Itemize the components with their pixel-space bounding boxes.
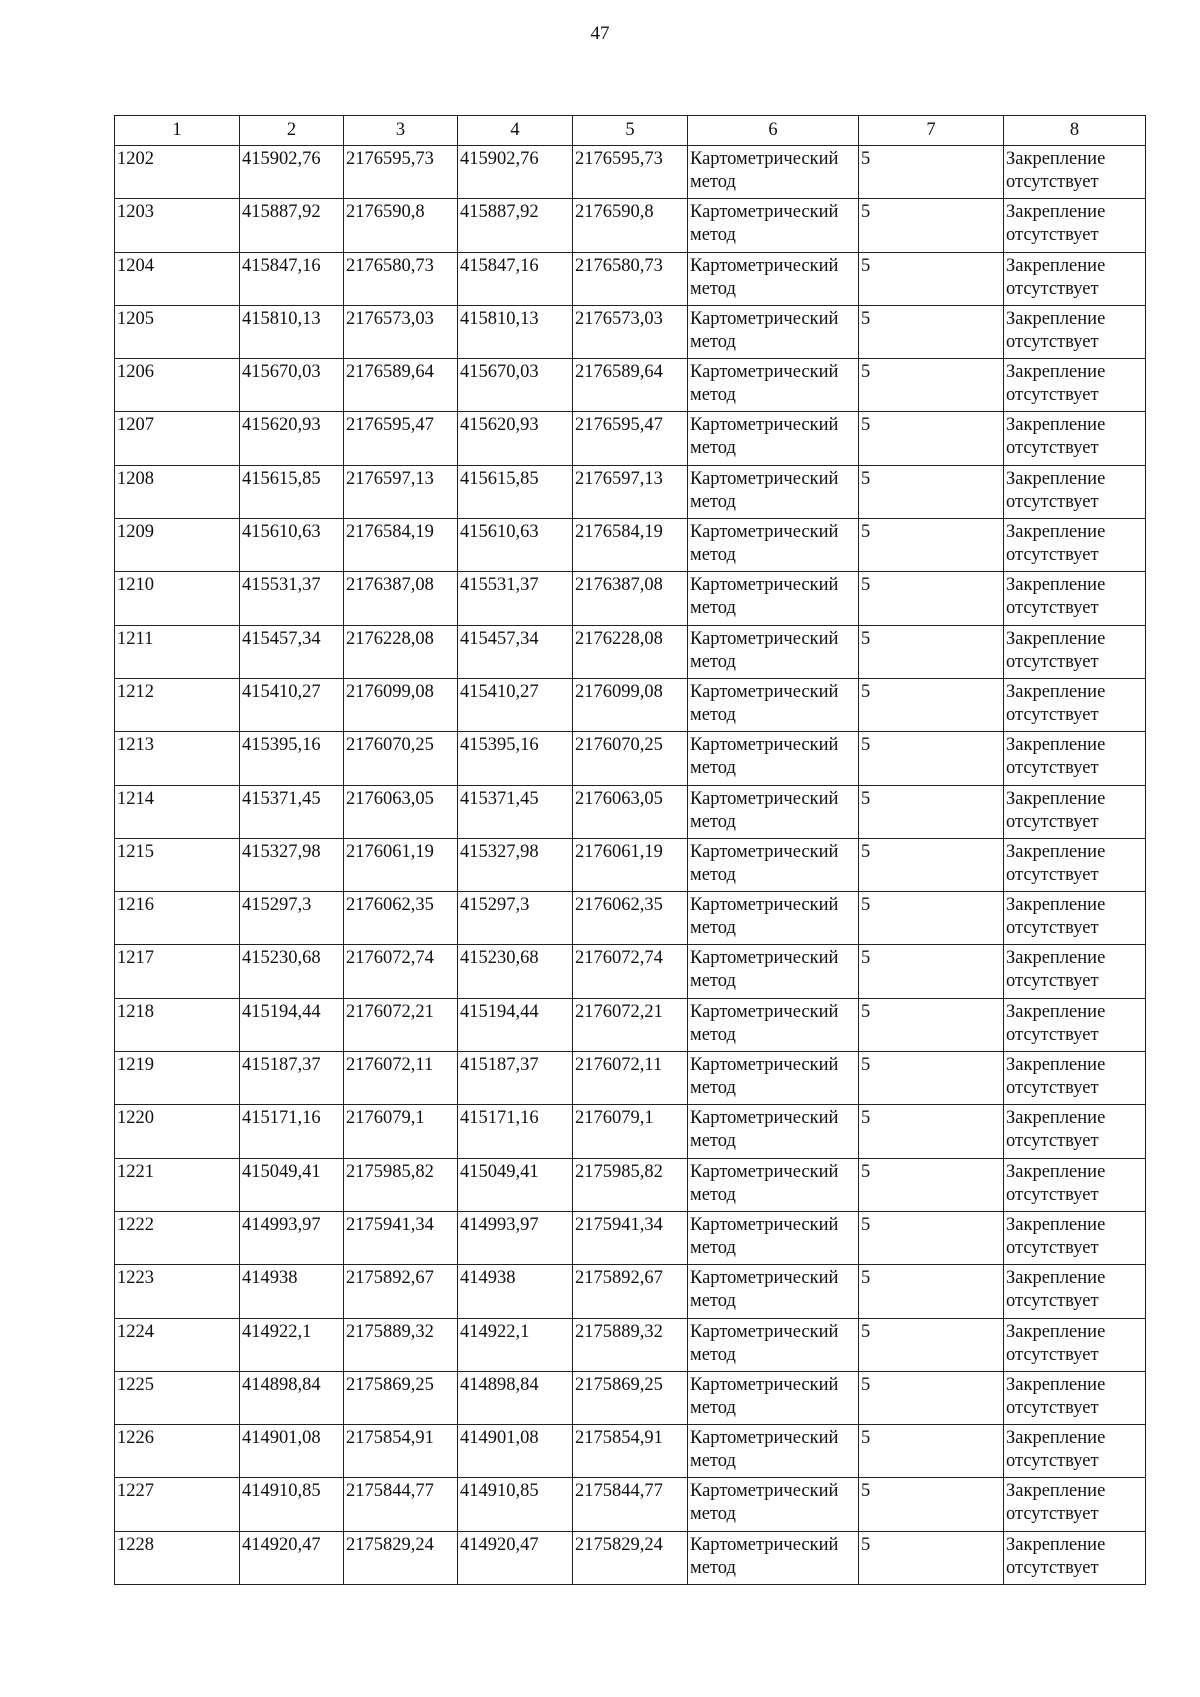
point-number-cell: 1205 — [115, 305, 240, 358]
point-number-cell: 1214 — [115, 785, 240, 838]
accuracy-cell: 5 — [859, 305, 1004, 358]
x-coordinate-cell: 415531,37 — [458, 572, 573, 625]
table-row — [115, 1425, 1146, 1478]
y-coordinate-cell: 2176595,73 — [344, 146, 458, 199]
fixing-description-cell: Закрепление отсутствует — [1004, 572, 1146, 625]
x-coordinate-cell: 415230,68 — [458, 945, 573, 998]
accuracy-cell: 5 — [859, 572, 1004, 625]
x-coordinate-cell: 415327,98 — [240, 838, 344, 891]
table-row — [115, 1052, 1146, 1105]
x-coordinate-cell: 415457,34 — [458, 625, 573, 678]
point-number-cell: 1206 — [115, 359, 240, 412]
x-coordinate-cell: 415620,93 — [458, 412, 573, 465]
table-row — [115, 1371, 1146, 1424]
x-coordinate-cell: 415887,92 — [240, 199, 344, 252]
x-coordinate-cell: 414898,84 — [458, 1371, 573, 1424]
x-coordinate-cell: 414910,85 — [458, 1478, 573, 1531]
y-coordinate-cell: 2176072,74 — [344, 945, 458, 998]
table-row — [115, 305, 1146, 358]
accuracy-cell: 5 — [859, 838, 1004, 891]
fixing-description-cell: Закрепление отсутствует — [1004, 625, 1146, 678]
accuracy-cell: 5 — [859, 945, 1004, 998]
method-cell: Картометрический метод — [688, 1478, 859, 1531]
y-coordinate-cell: 2176590,8 — [573, 199, 688, 252]
fixing-description-cell: Закрепление отсутствует — [1004, 785, 1146, 838]
fixing-description-cell: Закрепление отсутствует — [1004, 1265, 1146, 1318]
x-coordinate-cell: 414901,08 — [458, 1425, 573, 1478]
x-coordinate-cell: 415327,98 — [458, 838, 573, 891]
x-coordinate-cell: 414898,84 — [240, 1371, 344, 1424]
table-row — [115, 998, 1146, 1051]
method-cell: Картометрический метод — [688, 1425, 859, 1478]
x-coordinate-cell: 415531,37 — [240, 572, 344, 625]
fixing-description-cell: Закрепление отсутствует — [1004, 998, 1146, 1051]
method-cell: Картометрический метод — [688, 412, 859, 465]
accuracy-cell: 5 — [859, 519, 1004, 572]
accuracy-cell: 5 — [859, 625, 1004, 678]
fixing-description-cell: Закрепление отсутствует — [1004, 199, 1146, 252]
table-row — [115, 1531, 1146, 1584]
point-number-cell: 1224 — [115, 1318, 240, 1371]
point-number-cell: 1204 — [115, 252, 240, 305]
column-header: 4 — [458, 116, 573, 146]
y-coordinate-cell: 2176595,47 — [344, 412, 458, 465]
fixing-description-cell: Закрепление отсутствует — [1004, 146, 1146, 199]
point-number-cell: 1203 — [115, 199, 240, 252]
point-number-cell: 1223 — [115, 1265, 240, 1318]
fixing-description-cell: Закрепление отсутствует — [1004, 465, 1146, 518]
y-coordinate-cell: 2176573,03 — [573, 305, 688, 358]
x-coordinate-cell: 414993,97 — [240, 1211, 344, 1264]
x-coordinate-cell: 415371,45 — [240, 785, 344, 838]
table-header — [115, 116, 1146, 146]
point-number-cell: 1215 — [115, 838, 240, 891]
table-row — [115, 465, 1146, 518]
table-row — [115, 678, 1146, 731]
accuracy-cell: 5 — [859, 199, 1004, 252]
table-row — [115, 945, 1146, 998]
x-coordinate-cell: 415457,34 — [240, 625, 344, 678]
point-number-cell: 1209 — [115, 519, 240, 572]
x-coordinate-cell: 415615,85 — [240, 465, 344, 518]
method-cell: Картометрический метод — [688, 945, 859, 998]
column-header: 8 — [1004, 116, 1146, 146]
y-coordinate-cell: 2176589,64 — [573, 359, 688, 412]
table-body — [115, 146, 1146, 1585]
x-coordinate-cell: 415810,13 — [458, 305, 573, 358]
point-number-cell: 1221 — [115, 1158, 240, 1211]
x-coordinate-cell: 415049,41 — [240, 1158, 344, 1211]
y-coordinate-cell: 2176072,21 — [344, 998, 458, 1051]
point-number-cell: 1208 — [115, 465, 240, 518]
point-number-cell: 1212 — [115, 678, 240, 731]
y-coordinate-cell: 2175844,77 — [344, 1478, 458, 1531]
y-coordinate-cell: 2176228,08 — [573, 625, 688, 678]
y-coordinate-cell: 2176573,03 — [344, 305, 458, 358]
accuracy-cell: 5 — [859, 1478, 1004, 1531]
x-coordinate-cell: 415297,3 — [458, 892, 573, 945]
y-coordinate-cell: 2175854,91 — [573, 1425, 688, 1478]
x-coordinate-cell: 415371,45 — [458, 785, 573, 838]
table-row — [115, 785, 1146, 838]
method-cell: Картометрический метод — [688, 305, 859, 358]
point-number-cell: 1228 — [115, 1531, 240, 1584]
method-cell: Картометрический метод — [688, 1371, 859, 1424]
fixing-description-cell: Закрепление отсутствует — [1004, 1211, 1146, 1264]
method-cell: Картометрический метод — [688, 1105, 859, 1158]
x-coordinate-cell: 415847,16 — [458, 252, 573, 305]
fixing-description-cell: Закрепление отсутствует — [1004, 519, 1146, 572]
x-coordinate-cell: 414922,1 — [458, 1318, 573, 1371]
x-coordinate-cell: 414920,47 — [458, 1531, 573, 1584]
column-header: 5 — [573, 116, 688, 146]
x-coordinate-cell: 415395,16 — [458, 732, 573, 785]
x-coordinate-cell: 415615,85 — [458, 465, 573, 518]
table-row — [115, 519, 1146, 572]
x-coordinate-cell: 415187,37 — [240, 1052, 344, 1105]
point-number-cell: 1226 — [115, 1425, 240, 1478]
y-coordinate-cell: 2175889,32 — [344, 1318, 458, 1371]
x-coordinate-cell: 414922,1 — [240, 1318, 344, 1371]
point-number-cell: 1222 — [115, 1211, 240, 1264]
x-coordinate-cell: 414901,08 — [240, 1425, 344, 1478]
table-row — [115, 1211, 1146, 1264]
method-cell: Картометрический метод — [688, 199, 859, 252]
y-coordinate-cell: 2175985,82 — [573, 1158, 688, 1211]
accuracy-cell: 5 — [859, 1425, 1004, 1478]
x-coordinate-cell: 415297,3 — [240, 892, 344, 945]
x-coordinate-cell: 415847,16 — [240, 252, 344, 305]
header-row — [115, 116, 1146, 146]
point-number-cell: 1210 — [115, 572, 240, 625]
column-header: 6 — [688, 116, 859, 146]
x-coordinate-cell: 414910,85 — [240, 1478, 344, 1531]
y-coordinate-cell: 2176580,73 — [344, 252, 458, 305]
method-cell: Картометрический метод — [688, 1531, 859, 1584]
y-coordinate-cell: 2176387,08 — [344, 572, 458, 625]
method-cell: Картометрический метод — [688, 359, 859, 412]
fixing-description-cell: Закрепление отсутствует — [1004, 1105, 1146, 1158]
x-coordinate-cell: 415171,16 — [458, 1105, 573, 1158]
method-cell: Картометрический метод — [688, 146, 859, 199]
method-cell: Картометрический метод — [688, 678, 859, 731]
x-coordinate-cell: 415610,63 — [458, 519, 573, 572]
y-coordinate-cell: 2176061,19 — [344, 838, 458, 891]
x-coordinate-cell: 414920,47 — [240, 1531, 344, 1584]
y-coordinate-cell: 2176595,73 — [573, 146, 688, 199]
y-coordinate-cell: 2176079,1 — [344, 1105, 458, 1158]
fixing-description-cell: Закрепление отсутствует — [1004, 678, 1146, 731]
x-coordinate-cell: 415902,76 — [240, 146, 344, 199]
x-coordinate-cell: 415887,92 — [458, 199, 573, 252]
y-coordinate-cell: 2175889,32 — [573, 1318, 688, 1371]
method-cell: Картометрический метод — [688, 519, 859, 572]
fixing-description-cell: Закрепление отсутствует — [1004, 1318, 1146, 1371]
point-number-cell: 1227 — [115, 1478, 240, 1531]
y-coordinate-cell: 2175941,34 — [573, 1211, 688, 1264]
method-cell: Картометрический метод — [688, 572, 859, 625]
table-row — [115, 359, 1146, 412]
fixing-description-cell: Закрепление отсутствует — [1004, 1478, 1146, 1531]
accuracy-cell: 5 — [859, 359, 1004, 412]
x-coordinate-cell: 415194,44 — [458, 998, 573, 1051]
table-row — [115, 838, 1146, 891]
x-coordinate-cell: 415187,37 — [458, 1052, 573, 1105]
point-number-cell: 1218 — [115, 998, 240, 1051]
y-coordinate-cell: 2175892,67 — [573, 1265, 688, 1318]
table-row — [115, 892, 1146, 945]
accuracy-cell: 5 — [859, 1052, 1004, 1105]
table-row — [115, 146, 1146, 199]
point-number-cell: 1220 — [115, 1105, 240, 1158]
point-number-cell: 1216 — [115, 892, 240, 945]
accuracy-cell: 5 — [859, 1371, 1004, 1424]
accuracy-cell: 5 — [859, 465, 1004, 518]
point-number-cell: 1207 — [115, 412, 240, 465]
y-coordinate-cell: 2175985,82 — [344, 1158, 458, 1211]
y-coordinate-cell: 2176597,13 — [344, 465, 458, 518]
x-coordinate-cell: 415670,03 — [240, 359, 344, 412]
y-coordinate-cell: 2176061,19 — [573, 838, 688, 891]
x-coordinate-cell: 415902,76 — [458, 146, 573, 199]
y-coordinate-cell: 2176595,47 — [573, 412, 688, 465]
x-coordinate-cell: 415620,93 — [240, 412, 344, 465]
method-cell: Картометрический метод — [688, 892, 859, 945]
table-row — [115, 625, 1146, 678]
x-coordinate-cell: 415610,63 — [240, 519, 344, 572]
x-coordinate-cell: 414993,97 — [458, 1211, 573, 1264]
table-row — [115, 252, 1146, 305]
fixing-description-cell: Закрепление отсутствует — [1004, 252, 1146, 305]
accuracy-cell: 5 — [859, 678, 1004, 731]
fixing-description-cell: Закрепление отсутствует — [1004, 1531, 1146, 1584]
column-header: 2 — [240, 116, 344, 146]
y-coordinate-cell: 2176584,19 — [344, 519, 458, 572]
accuracy-cell: 5 — [859, 998, 1004, 1051]
y-coordinate-cell: 2175829,24 — [573, 1531, 688, 1584]
point-number-cell: 1217 — [115, 945, 240, 998]
table-row — [115, 199, 1146, 252]
y-coordinate-cell: 2176072,21 — [573, 998, 688, 1051]
y-coordinate-cell: 2176070,25 — [344, 732, 458, 785]
x-coordinate-cell: 415395,16 — [240, 732, 344, 785]
fixing-description-cell: Закрепление отсутствует — [1004, 945, 1146, 998]
x-coordinate-cell: 415049,41 — [458, 1158, 573, 1211]
y-coordinate-cell: 2175869,25 — [344, 1371, 458, 1424]
point-number-cell: 1219 — [115, 1052, 240, 1105]
fixing-description-cell: Закрепление отсутствует — [1004, 892, 1146, 945]
accuracy-cell: 5 — [859, 1318, 1004, 1371]
x-coordinate-cell: 414938 — [458, 1265, 573, 1318]
fixing-description-cell: Закрепление отсутствует — [1004, 1425, 1146, 1478]
accuracy-cell: 5 — [859, 732, 1004, 785]
x-coordinate-cell: 415230,68 — [240, 945, 344, 998]
method-cell: Картометрический метод — [688, 465, 859, 518]
method-cell: Картометрический метод — [688, 625, 859, 678]
accuracy-cell: 5 — [859, 785, 1004, 838]
column-header: 7 — [859, 116, 1004, 146]
y-coordinate-cell: 2176228,08 — [344, 625, 458, 678]
y-coordinate-cell: 2176070,25 — [573, 732, 688, 785]
fixing-description-cell: Закрепление отсутствует — [1004, 1158, 1146, 1211]
table-row — [115, 1478, 1146, 1531]
x-coordinate-cell: 415410,27 — [458, 678, 573, 731]
point-number-cell: 1225 — [115, 1371, 240, 1424]
y-coordinate-cell: 2176597,13 — [573, 465, 688, 518]
accuracy-cell: 5 — [859, 1211, 1004, 1264]
accuracy-cell: 5 — [859, 1105, 1004, 1158]
x-coordinate-cell: 415171,16 — [240, 1105, 344, 1158]
y-coordinate-cell: 2175941,34 — [344, 1211, 458, 1264]
y-coordinate-cell: 2176580,73 — [573, 252, 688, 305]
table-row — [115, 572, 1146, 625]
fixing-description-cell: Закрепление отсутствует — [1004, 305, 1146, 358]
method-cell: Картометрический метод — [688, 1052, 859, 1105]
method-cell: Картометрический метод — [688, 1211, 859, 1264]
y-coordinate-cell: 2176079,1 — [573, 1105, 688, 1158]
accuracy-cell: 5 — [859, 1531, 1004, 1584]
point-number-cell: 1213 — [115, 732, 240, 785]
point-number-cell: 1211 — [115, 625, 240, 678]
fixing-description-cell: Закрепление отсутствует — [1004, 359, 1146, 412]
page-number: 47 — [590, 23, 610, 44]
table-row — [115, 1105, 1146, 1158]
y-coordinate-cell: 2176063,05 — [344, 785, 458, 838]
accuracy-cell: 5 — [859, 146, 1004, 199]
fixing-description-cell: Закрепление отсутствует — [1004, 412, 1146, 465]
column-header: 1 — [115, 116, 240, 146]
y-coordinate-cell: 2175829,24 — [344, 1531, 458, 1584]
y-coordinate-cell: 2176099,08 — [573, 678, 688, 731]
accuracy-cell: 5 — [859, 252, 1004, 305]
y-coordinate-cell: 2176062,35 — [573, 892, 688, 945]
method-cell: Картометрический метод — [688, 1265, 859, 1318]
y-coordinate-cell: 2175869,25 — [573, 1371, 688, 1424]
y-coordinate-cell: 2176584,19 — [573, 519, 688, 572]
y-coordinate-cell: 2176589,64 — [344, 359, 458, 412]
x-coordinate-cell: 415410,27 — [240, 678, 344, 731]
column-header: 3 — [344, 116, 458, 146]
method-cell: Картометрический метод — [688, 838, 859, 891]
method-cell: Картометрический метод — [688, 1158, 859, 1211]
x-coordinate-cell: 415670,03 — [458, 359, 573, 412]
y-coordinate-cell: 2176387,08 — [573, 572, 688, 625]
fixing-description-cell: Закрепление отсутствует — [1004, 732, 1146, 785]
method-cell: Картометрический метод — [688, 785, 859, 838]
x-coordinate-cell: 414938 — [240, 1265, 344, 1318]
y-coordinate-cell: 2175854,91 — [344, 1425, 458, 1478]
accuracy-cell: 5 — [859, 412, 1004, 465]
coordinates-table — [114, 115, 1146, 1585]
x-coordinate-cell: 415810,13 — [240, 305, 344, 358]
table-row — [115, 1158, 1146, 1211]
y-coordinate-cell: 2176062,35 — [344, 892, 458, 945]
accuracy-cell: 5 — [859, 892, 1004, 945]
y-coordinate-cell: 2176590,8 — [344, 199, 458, 252]
y-coordinate-cell: 2176072,11 — [344, 1052, 458, 1105]
table-row — [115, 1265, 1146, 1318]
table-row — [115, 1318, 1146, 1371]
y-coordinate-cell: 2176063,05 — [573, 785, 688, 838]
method-cell: Картометрический метод — [688, 1318, 859, 1371]
accuracy-cell: 5 — [859, 1265, 1004, 1318]
fixing-description-cell: Закрепление отсутствует — [1004, 1371, 1146, 1424]
table-row — [115, 412, 1146, 465]
point-number-cell: 1202 — [115, 146, 240, 199]
y-coordinate-cell: 2175844,77 — [573, 1478, 688, 1531]
x-coordinate-cell: 415194,44 — [240, 998, 344, 1051]
y-coordinate-cell: 2175892,67 — [344, 1265, 458, 1318]
fixing-description-cell: Закрепление отсутствует — [1004, 1052, 1146, 1105]
method-cell: Картометрический метод — [688, 252, 859, 305]
y-coordinate-cell: 2176072,11 — [573, 1052, 688, 1105]
method-cell: Картометрический метод — [688, 998, 859, 1051]
fixing-description-cell: Закрепление отсутствует — [1004, 838, 1146, 891]
y-coordinate-cell: 2176099,08 — [344, 678, 458, 731]
table-row — [115, 732, 1146, 785]
accuracy-cell: 5 — [859, 1158, 1004, 1211]
y-coordinate-cell: 2176072,74 — [573, 945, 688, 998]
method-cell: Картометрический метод — [688, 732, 859, 785]
